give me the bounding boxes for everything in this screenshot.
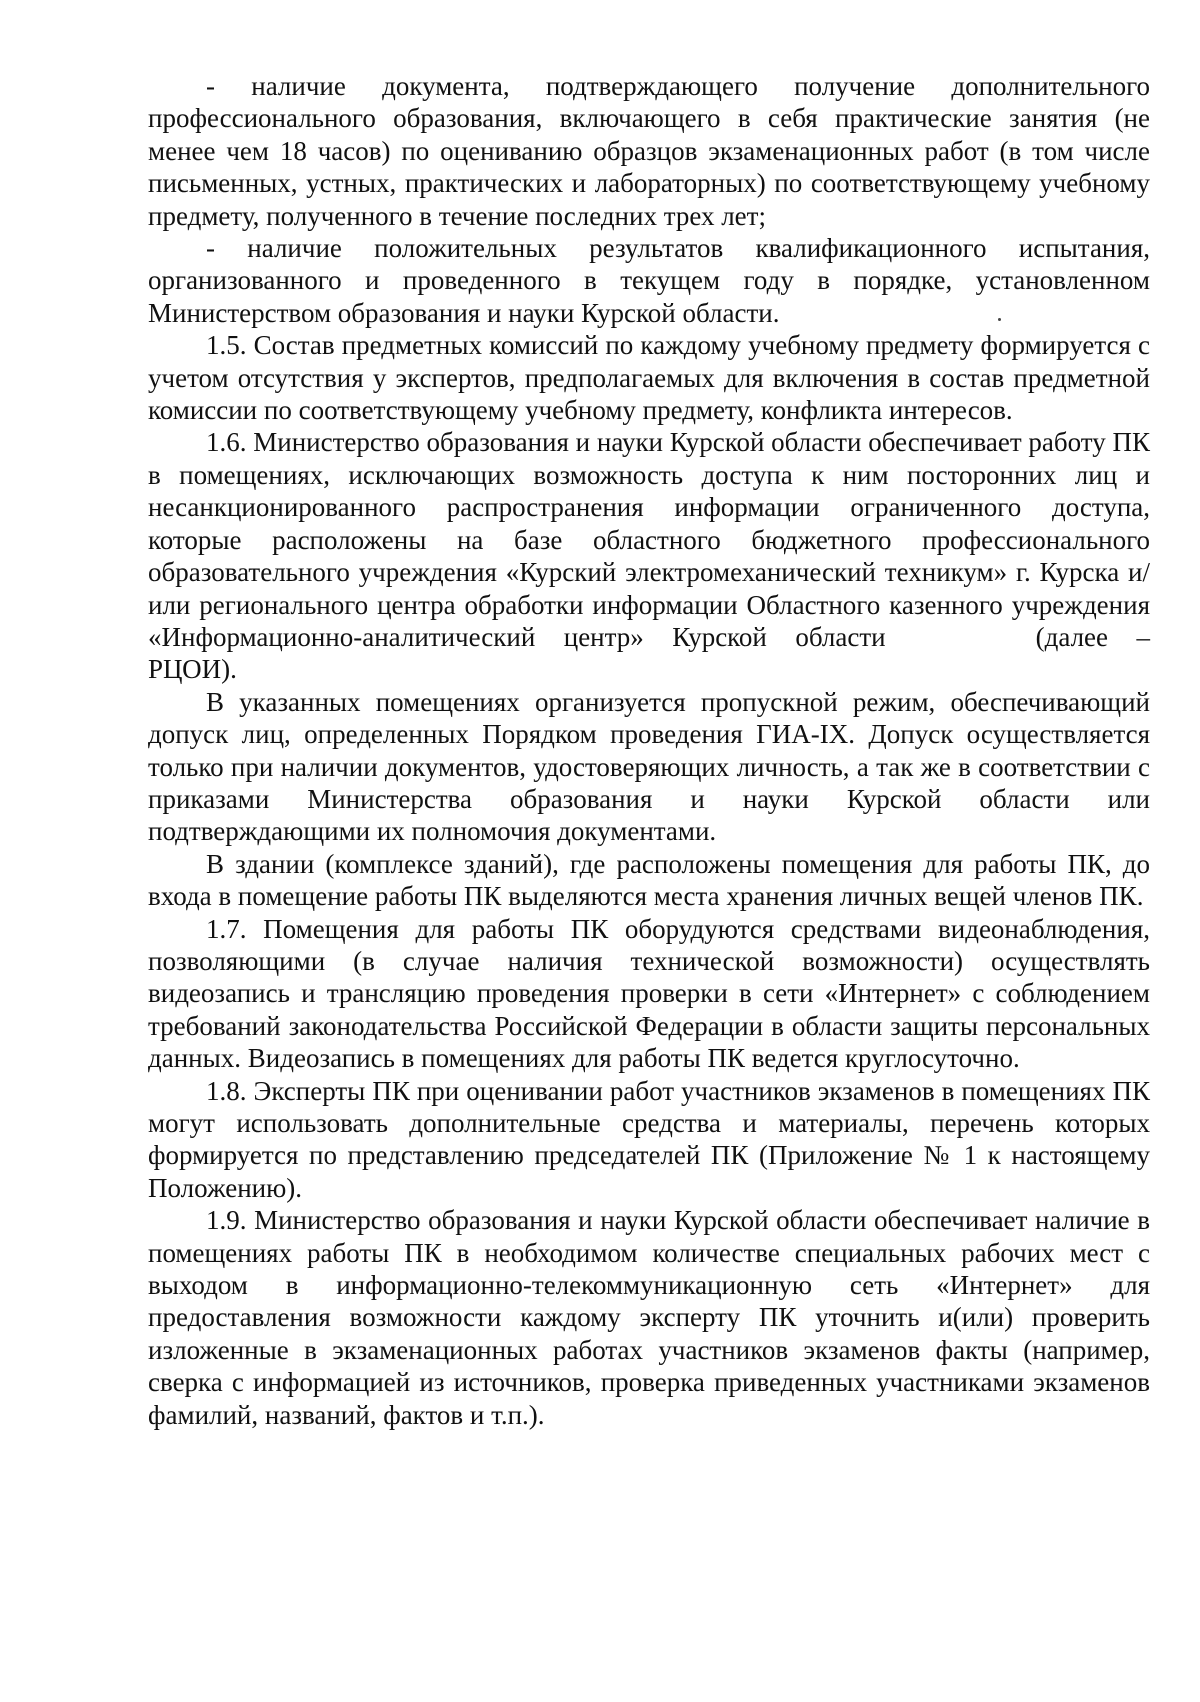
paragraph-1-8: 1.8. Эксперты ПК при оценивании работ участников экзаменов в помещениях ПК могут использовать дополнительные средства и материалы, перечень которых формируется по представлению председателей ПК (Приложение № 1 к настоящему Положению). [148, 1075, 1150, 1203]
paragraph-1-5: 1.5. Состав предметных комиссий по каждому учебному предмету формируется с учетом отсутствия у экспертов, предполагаемых для включения в состав предметной комиссии по соответствующему учебному предмету, конфликта интересов. [148, 330, 1150, 426]
scan-speck [998, 318, 1001, 321]
paragraph-1-7: 1.7. Помещения для работы ПК оборудуются средствами видеонаблюдения, позволяющими (в случае наличия технической возможности) осуществлять видеозапись и трансляцию проведения проверки в сети «Интернет» с соблюдением требований законодательства Российской Федерации в области защиты персональных данных. Видеозапись в помещениях для работы ПК ведется круглосуточно. [148, 913, 1150, 1074]
paragraph-access-regime: В указанных помещениях организуется пропускной режим, обеспечивающий допуск лиц, определенных Порядком проведения ГИА-IX. Допуск осуществляется только при наличии документов, удостоверяющих личность, а так же в соответствии с приказами Министерства образования и науки Курской области или подтверждающими их полномочия документами. [148, 686, 1150, 847]
paragraph-qualification-test: - наличие положительных результатов квалификационного испытания, организованного и проведенного в текущем году в порядке, установленном Министерством образования и науки Курской области. [148, 233, 1150, 328]
paragraph-1-6-main: 1.6. Министерство образования и науки Курской области обеспечивает работу ПК в помещениях, исключающих возможность доступа к ним посторонних лиц и несанкционированного распространения информации ограниченного доступа, которые расположены на базе областного бюджетного профессионального образовательного учреждения «Курский электромеханический техникум» г. Курска и/или регионального центра обработки информации Областного казенного учреждения «Информационно-аналитический центр» Курской области [148, 427, 1150, 652]
paragraph-personal-storage: В здании (комплексе зданий), где расположены помещения для работы ПК, до входа в помещение работы ПК выделяются места хранения личных вещей членов ПК. [148, 848, 1150, 912]
paragraph-1-6-rcoi: (далее – РЦОИ). [148, 621, 1150, 685]
paragraph-dpo-document: - наличие документа, подтверждающего получение дополнительного профессионального образования, включающего в себя практические занятия (не менее чем 18 часов) по оцениванию образцов экзаменационных работ (в том числе письменных, устных, практических и лабораторных) по соответствующему учебному предмету, полученного в течение последних трех лет; [148, 71, 1150, 231]
paragraph-1-9: 1.9. Министерство образования и науки Курской области обеспечивает наличие в помещениях работы ПК в необходимом количестве специальных рабочих мест с выходом в информационно-телекоммуникационную сеть «Интернет» для предоставления возможности каждому эксперту ПК уточнить и(или) проверить изложенные в экзаменационных работах участников экзаменов факты (например, сверка с информацией из источников, проверка приведенных участниками экзаменов фамилий, названий, фактов и т.п.). [148, 1205, 1150, 1430]
paragraph-1-6 [148, 426, 1150, 685]
document-body [148, 70, 1150, 1431]
